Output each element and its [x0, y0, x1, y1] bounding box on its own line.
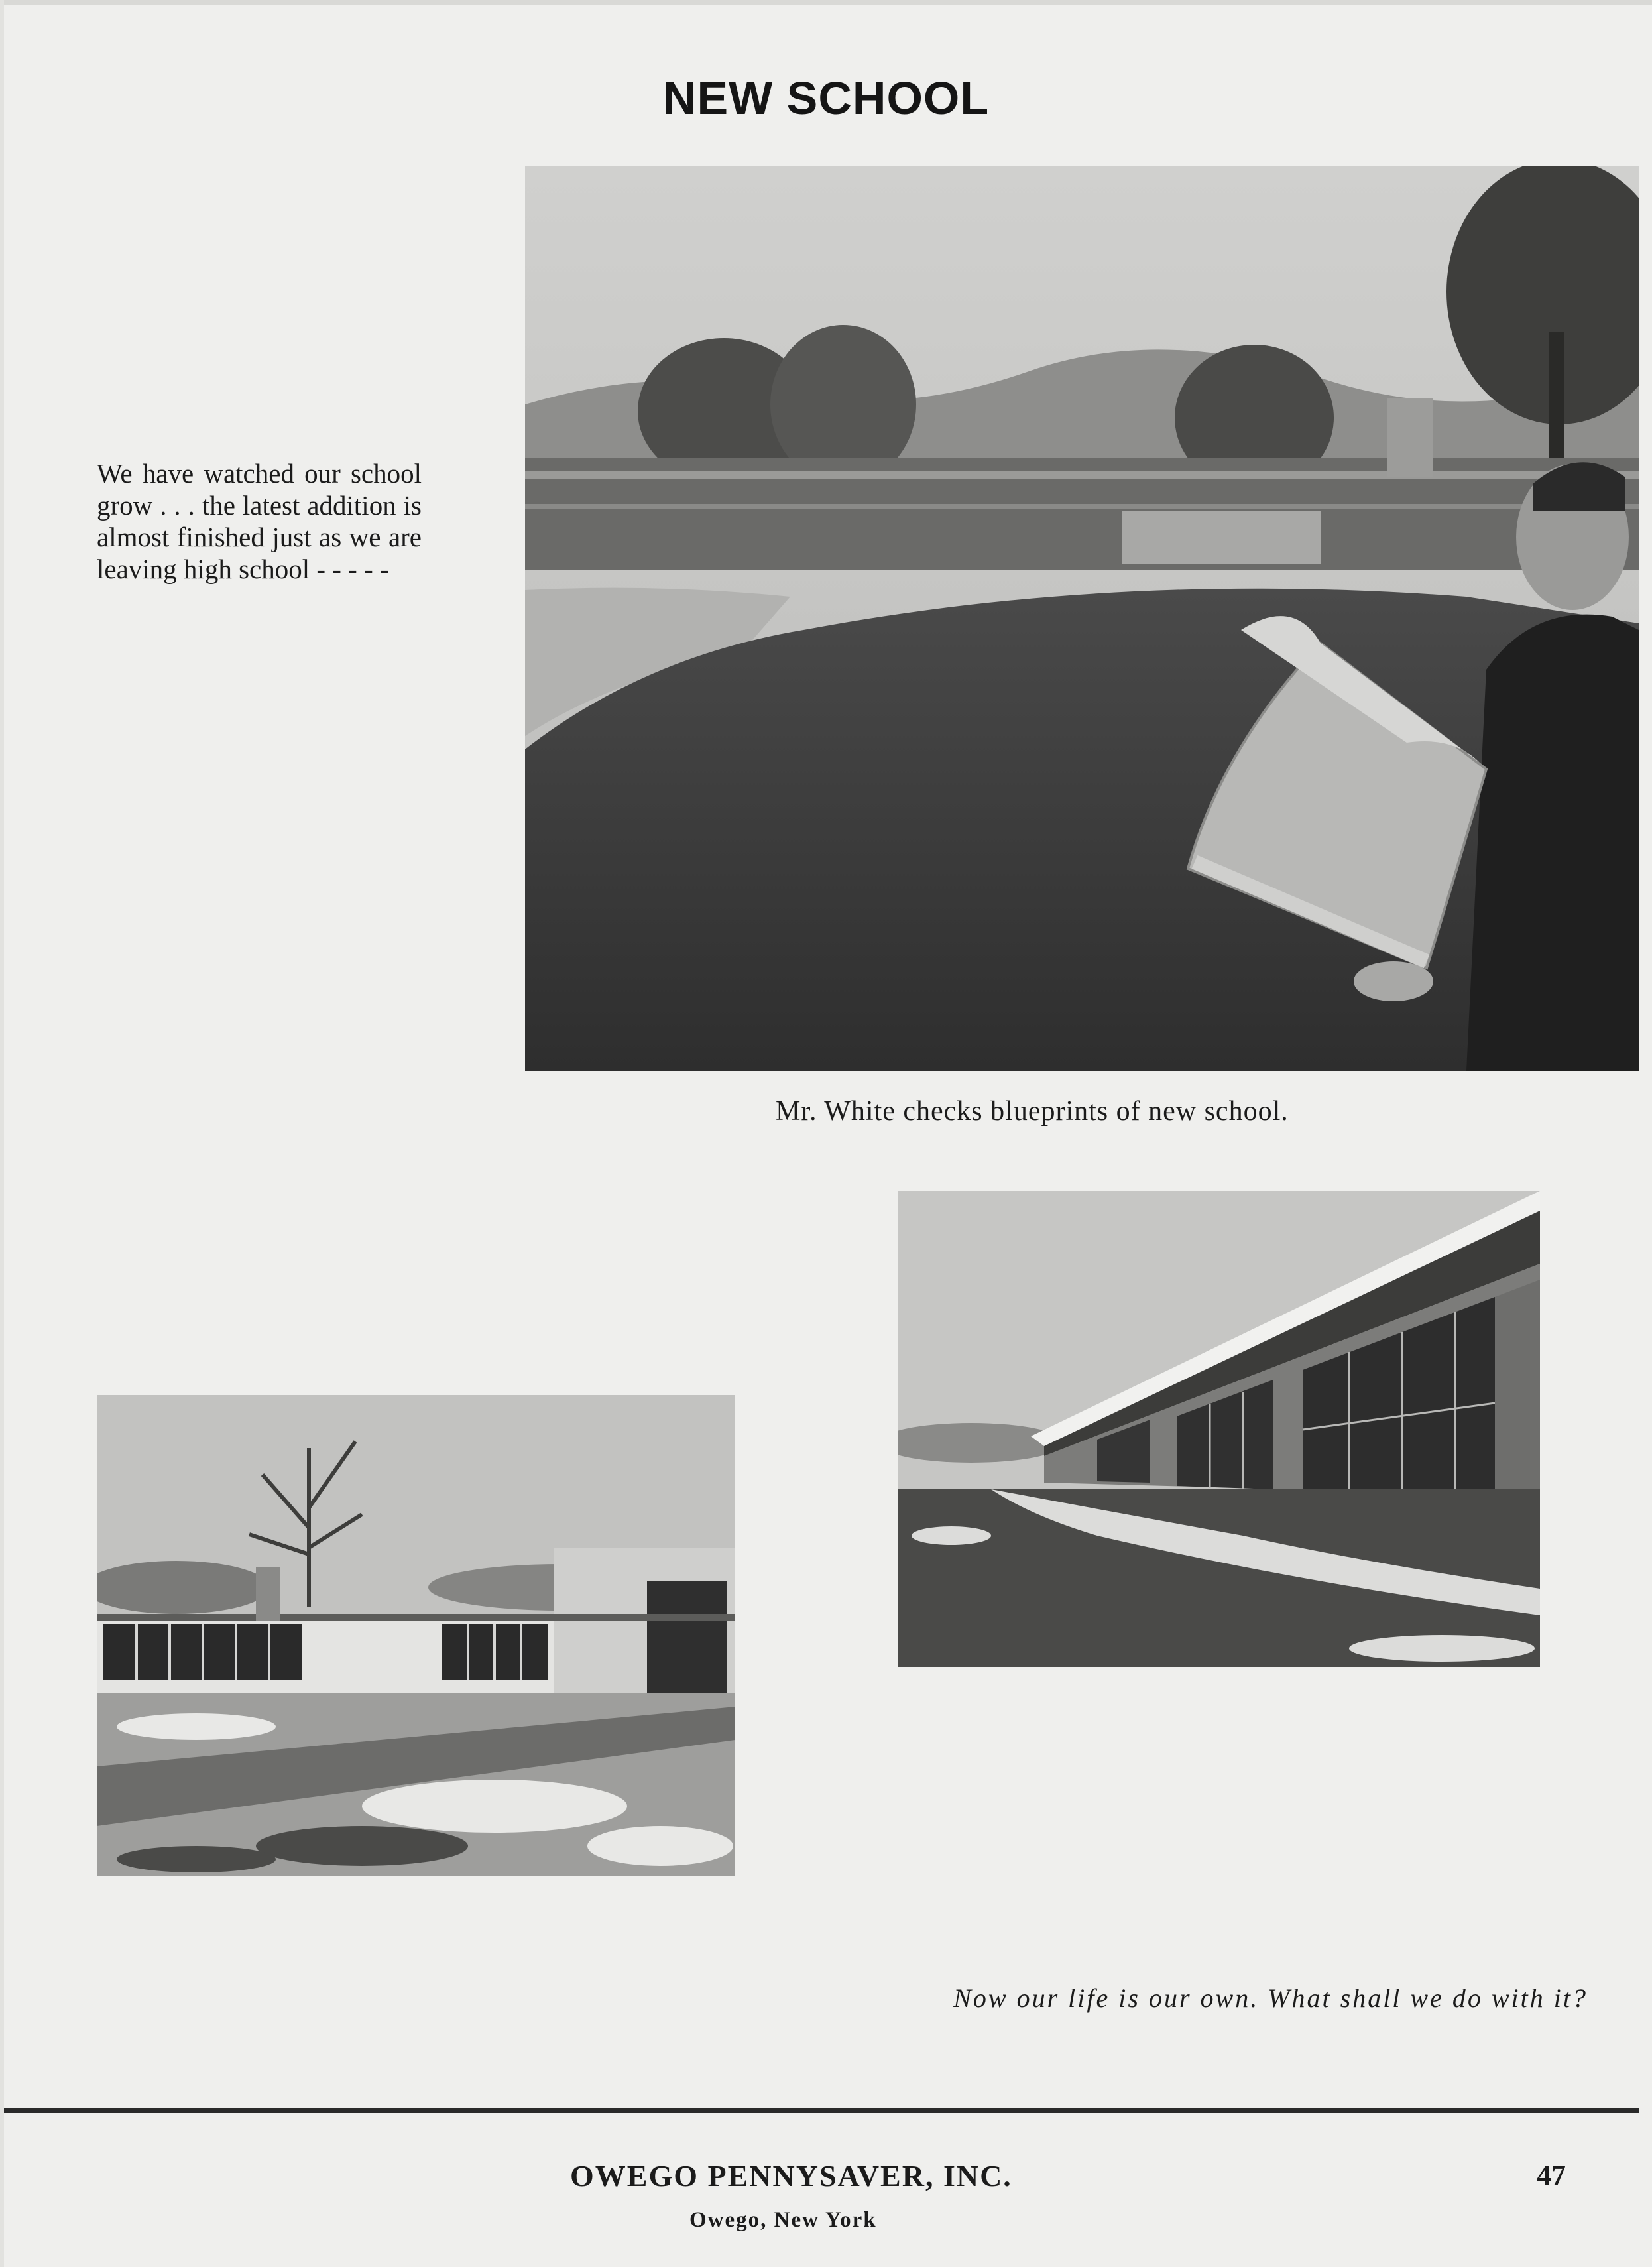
closing-quote: Now our life is our own. What shall we do with it?	[953, 1983, 1588, 2013]
footer-company-name: OWEGO PENNYSAVER, INC.	[570, 2159, 1012, 2193]
school-building-photo-left	[97, 1395, 735, 1876]
footer-divider	[4, 2108, 1639, 2113]
page-edge-left	[0, 0, 4, 2267]
page-number: 47	[1537, 2159, 1566, 2191]
intro-text: We have watched our school grow . . . the latest addition is almost finished just as we are leaving high school - - - - -	[97, 458, 422, 584]
main-photo-blueprints	[525, 166, 1639, 1071]
page-edge-top	[0, 0, 1652, 5]
main-photo-caption: Mr. White checks blueprints of new school.	[776, 1096, 1289, 1127]
footer-company-location: Owego, New York	[689, 2208, 877, 2232]
page-title: NEW SCHOOL	[662, 72, 990, 124]
school-building-photo-right	[898, 1191, 1540, 1667]
